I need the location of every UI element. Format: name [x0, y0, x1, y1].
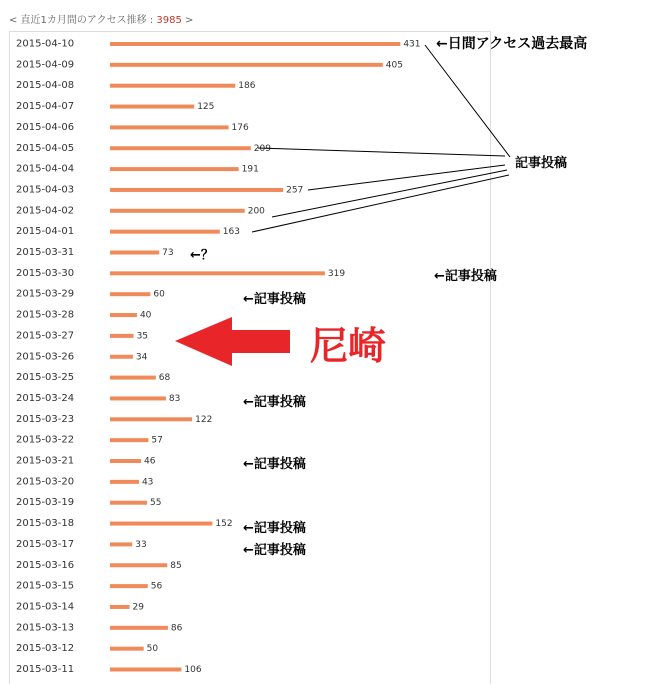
- question-annotation: ←？: [190, 248, 214, 263]
- date-label: 2015-04-01: [16, 226, 75, 238]
- date-label: 2015-03-12: [16, 643, 75, 655]
- value-label: 431: [403, 39, 421, 50]
- date-label: 2015-04-07: [16, 101, 75, 113]
- bar: [110, 522, 212, 526]
- date-label: 2015-03-20: [16, 476, 75, 488]
- bar: [110, 668, 181, 672]
- value-label: 176: [231, 122, 249, 133]
- value-label: 405: [385, 60, 403, 71]
- value-label: 83: [168, 393, 181, 404]
- value-label: 186: [238, 81, 256, 92]
- bar: [110, 42, 400, 46]
- value-label: 43: [141, 477, 154, 488]
- bar: [110, 417, 192, 421]
- value-label: 34: [135, 352, 148, 363]
- bar: [110, 438, 148, 442]
- date-label: 2015-03-26: [16, 351, 75, 363]
- bar: [110, 146, 251, 150]
- value-label: 86: [170, 623, 183, 634]
- bar: [110, 292, 150, 296]
- access-total: 3985: [156, 15, 182, 26]
- date-label: 2015-03-29: [16, 288, 75, 300]
- bar: [110, 459, 141, 463]
- value-label: 191: [241, 164, 259, 175]
- post-annotation-main: 記事投稿: [515, 156, 568, 171]
- value-label: 125: [197, 102, 215, 113]
- post-annotation-0318: ←記事投稿: [243, 521, 306, 536]
- date-label: 2015-04-08: [16, 80, 75, 92]
- date-label: 2015-04-10: [16, 38, 75, 50]
- date-label: 2015-04-03: [16, 184, 75, 196]
- value-label: 40: [139, 310, 152, 321]
- bar: [110, 584, 148, 588]
- value-label: 257: [286, 185, 304, 196]
- date-label: 2015-03-21: [16, 455, 75, 467]
- post-connector-line-0401: [252, 175, 509, 232]
- value-label: 152: [215, 519, 233, 530]
- bar: [110, 647, 144, 651]
- header-suffix: >: [181, 15, 194, 26]
- value-label: 55: [150, 498, 162, 509]
- date-label: 2015-04-05: [16, 142, 75, 154]
- value-label: 46: [143, 456, 156, 467]
- value-label: 200: [247, 206, 265, 217]
- date-label: 2015-04-09: [16, 59, 75, 71]
- date-label: 2015-03-30: [16, 267, 75, 279]
- date-label: 2015-03-11: [16, 664, 75, 675]
- bar: [110, 542, 132, 546]
- date-label: 2015-03-18: [16, 518, 75, 530]
- header-prefix: < 直近1カ月間のアクセス推移 :: [9, 15, 157, 26]
- value-label: 35: [136, 331, 149, 342]
- bar: [110, 125, 229, 129]
- amagasaki-label: 尼崎: [310, 324, 387, 368]
- value-label: 33: [135, 539, 147, 550]
- date-label: 2015-03-15: [16, 580, 75, 592]
- bar: [110, 396, 166, 400]
- post-connector-line-0405: [258, 148, 505, 156]
- date-label: 2015-04-06: [16, 121, 75, 133]
- bar: [110, 209, 245, 213]
- bar: [110, 63, 383, 67]
- value-label: 29: [132, 602, 144, 613]
- value-label: 56: [150, 581, 163, 592]
- bar: [110, 563, 167, 567]
- bar: [110, 605, 130, 609]
- bar: [110, 376, 156, 380]
- value-label: 68: [158, 373, 171, 384]
- date-label: 2015-03-24: [16, 392, 75, 404]
- red-arrow-icon: [175, 317, 290, 366]
- bar: [110, 188, 283, 192]
- post-annotation-0324: ←記事投稿: [243, 395, 306, 410]
- post-annotation-0317: ←記事投稿: [243, 543, 306, 558]
- bar: [110, 230, 220, 234]
- bar: [110, 626, 168, 630]
- post-annotation-0329: ←記事投稿: [243, 292, 306, 307]
- value-label: 60: [153, 289, 165, 300]
- date-label: 2015-03-16: [16, 559, 75, 571]
- date-label: 2015-04-02: [16, 205, 75, 217]
- post-connector-line-0403: [308, 165, 505, 190]
- value-label: 163: [222, 227, 240, 238]
- value-label: 50: [146, 644, 159, 655]
- bar: [110, 313, 137, 317]
- bar: [110, 105, 194, 109]
- date-label: 2015-03-17: [16, 538, 75, 550]
- post-annotation-0330: ←記事投稿: [434, 269, 497, 284]
- date-label: 2015-03-19: [16, 497, 75, 509]
- chart-annotations: [175, 35, 587, 558]
- bar: [110, 334, 134, 338]
- bar: [110, 84, 235, 88]
- bar: [110, 271, 325, 275]
- value-label: 85: [170, 560, 182, 571]
- date-label: 2015-03-31: [16, 247, 75, 258]
- bar: [110, 480, 139, 484]
- post-annotation-0321: ←記事投稿: [243, 457, 306, 472]
- date-label: 2015-03-14: [16, 601, 75, 613]
- post-connector-line-0402: [272, 170, 507, 217]
- date-label: 2015-04-04: [16, 163, 75, 175]
- date-label: 2015-03-25: [16, 372, 75, 384]
- value-label: 106: [184, 665, 202, 675]
- bar: [110, 167, 239, 171]
- value-label: 319: [327, 268, 346, 279]
- peak-connector-line: [425, 45, 510, 157]
- date-label: 2015-03-13: [16, 622, 75, 634]
- value-label: 122: [195, 414, 213, 425]
- bar: [110, 355, 133, 359]
- value-label: 57: [151, 435, 163, 446]
- bar: [110, 251, 159, 255]
- date-label: 2015-03-27: [16, 330, 75, 342]
- value-label: 209: [253, 143, 271, 154]
- date-label: 2015-03-28: [16, 309, 75, 321]
- value-label: 73: [162, 248, 174, 258]
- bar: [110, 501, 147, 505]
- date-label: 2015-03-22: [16, 434, 75, 446]
- date-label: 2015-03-23: [16, 413, 75, 425]
- peak-annotation: ←日間アクセス過去最高: [436, 36, 588, 52]
